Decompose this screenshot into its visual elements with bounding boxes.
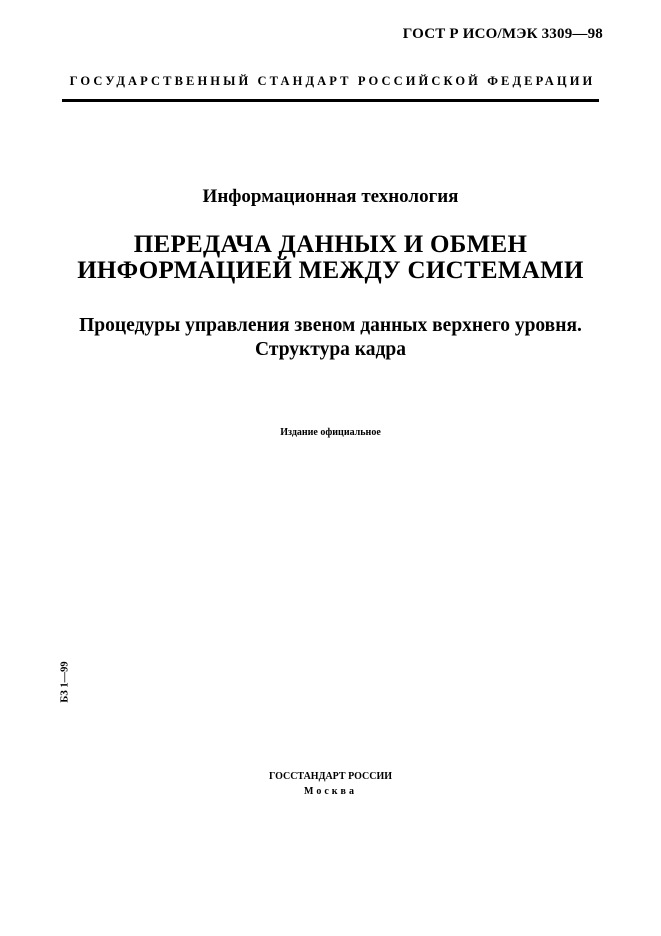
edition-note: Издание официальное bbox=[280, 427, 381, 438]
title-line: ПЕРЕДАЧА ДАННЫХ И ОБМЕН bbox=[133, 231, 528, 258]
subtitle-line: Структура кадра bbox=[255, 339, 406, 360]
side-catalog-code: БЗ 1—99 bbox=[59, 661, 71, 703]
state-standard-header: ГОСУДАРСТВЕННЫЙ СТАНДАРТ РОССИЙСКОЙ ФЕДЕРАЦИИ bbox=[69, 74, 596, 88]
header-rule bbox=[62, 99, 599, 102]
subtitle-line: Процедуры управления звеном данных верхнего уровня. bbox=[79, 315, 582, 336]
document-title bbox=[0, 232, 661, 284]
title-line: ИНФОРМАЦИЕЙ МЕЖДУ СИСТЕМАМИ bbox=[77, 257, 584, 284]
publisher: ГОССТАНДАРТ РОССИИ bbox=[268, 771, 393, 782]
document-subtitle bbox=[0, 314, 661, 362]
publication-city: Москва bbox=[304, 786, 357, 797]
document-subject: Информационная технология bbox=[202, 186, 459, 207]
standard-code: ГОСТ Р ИСО/МЭК 3309—98 bbox=[402, 26, 603, 42]
